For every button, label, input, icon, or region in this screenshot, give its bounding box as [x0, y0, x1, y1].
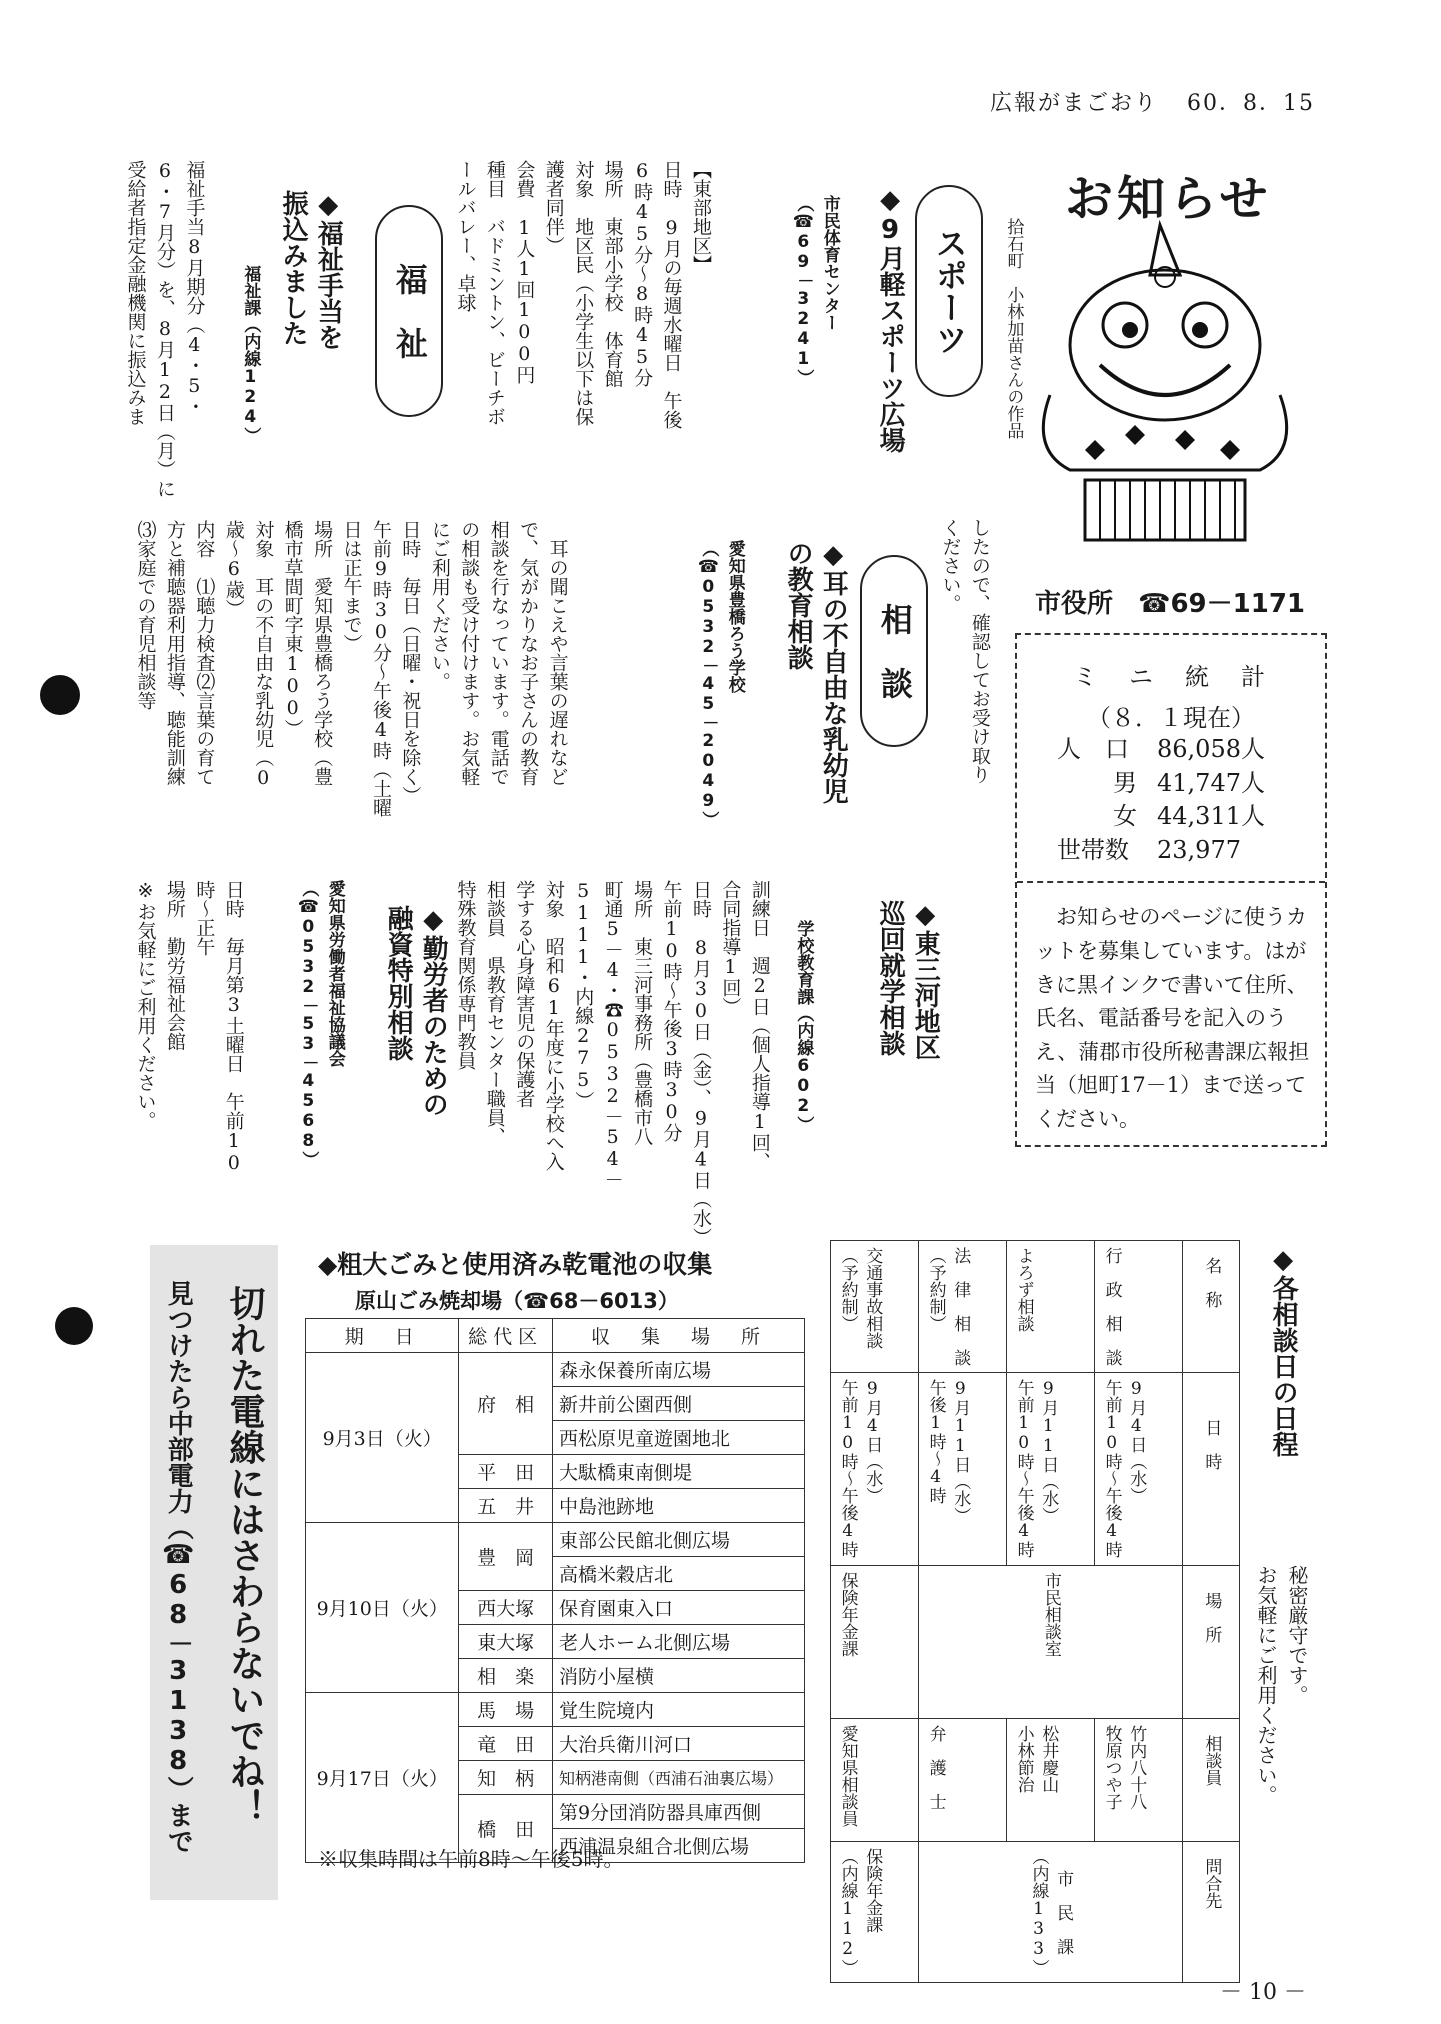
consult-category: 相 談 [860, 555, 928, 747]
table-row: 9月10日（火） 豊 岡 東部公民館北側広場 [306, 1523, 805, 1557]
col-date: 期 日 [306, 1319, 459, 1353]
consult-dept: 愛知県豊橋ろう学校 （☎0532－45－2049） [698, 540, 745, 828]
table-row: 東大塚 老人ホーム北側広場 [306, 1625, 805, 1659]
table-row: 西大塚 保育園東入口 [306, 1591, 805, 1625]
table-row: 西浦温泉組合北側広場 [306, 1829, 805, 1863]
power-line-contact: 見つけたら中部電力（☎68－3138）まで [163, 1280, 194, 1854]
table-row: 9月3日（火） 府 相 森永保養所南広場 [306, 1353, 805, 1387]
consult-schedule-table [830, 1240, 1240, 1983]
table-row: 愛知県相談員 弁 護 士 松井慶山 小林節治 竹内八十八 牧原つや子 相談員 [831, 1719, 1240, 1842]
header-name: 名 称 [1201, 1257, 1222, 1308]
kinrou-body: 日時 毎月第3土曜日 午前10 時～正午 場所 勤労福祉会館 ※お気軽にご利用ください。 [134, 880, 245, 1174]
table-row: 相 楽 消防小屋横 [306, 1659, 805, 1693]
binder-hole-bottom [55, 1307, 93, 1345]
mini-stats-box [1015, 633, 1327, 1147]
table-header-row [306, 1319, 805, 1353]
higashi-mikawa-body: 訓練日 週2日（個人指導1回、 合同指導1回） 日時 8月30日（金）、9月4日（水） 午前10時～午後3時30分 場所 東三河事務所（豊橋市八 町通5－4・☎0532－54－ 5111・内線275） 対象 昭和61年度に小学校へ入 学する心身障害児の保護者 相談員 県教育センター職員、 特殊教育関係専門教員 [454, 880, 771, 1247]
publication-name: 広報がまごおり [990, 91, 1159, 116]
table-row: 高橋米穀店北 [306, 1557, 805, 1591]
consult-body: 耳の聞こえや言葉の遅れなど で、気がかりなお子さんの教育 相談を行なっています。電話で の相談も受け付けます。お気軽 にご利用ください。 日時 毎日（日曜・祝日を除く） 午前9時30分～午後4時（土曜 日は正午まで） 場所 愛知県豊橋ろう学校（豊 橋市草間町字東100） 対象 耳の不自由な乳幼児（0 歳～6歳） 内容 ⑴聴力検査⑵言葉の育て 方と補聴器利用指導、聴能訓練 ⑶家庭での育児相談等 [134, 520, 569, 817]
stat-row: 世帯数 23,977 [1057, 835, 1241, 864]
welfare-dept: 福祉課（内線124） [240, 265, 261, 444]
schedule-note: 秘密厳守です。 お気軽にご利用ください。 [1254, 1565, 1309, 1805]
page-number: － 10 － [1220, 1980, 1306, 2005]
mini-stats-title: ミ ニ 統 計 [1073, 663, 1269, 691]
higashi-mikawa-dept: 学校教育課（内線602） [793, 920, 814, 1133]
city-hall-label: 市役所 [1035, 589, 1114, 619]
welfare-title: ◆福祉手当を 振込みました [278, 190, 344, 350]
table-row: 9月4日（水） 午前10時～午後4時 9月11日（水） 午後1時～4時 9月11日（水） 午前10時～午後4時 9月4日（水） 午前10時～午後4時 日 時 [831, 1373, 1240, 1566]
mascot-illustration [1030, 215, 1300, 550]
header-place: 場 所 [1201, 1592, 1222, 1643]
higashi-mikawa-title: ◆東三河地区 巡回就学相談 [875, 900, 941, 1060]
binder-hole-top [40, 675, 80, 715]
table-row: 竜 田 大治兵衛川河口 [306, 1727, 805, 1761]
power-line-warning-box [150, 1245, 278, 1900]
col-name-law: 法 律 相 談 （予約制） [925, 1247, 971, 1366]
welfare-category: 福 祉 [375, 205, 443, 417]
kinrou-title: ◆勤労者のための 融資特別相談 [383, 905, 449, 1117]
kinrou-dept: 愛知県労働者福祉協議会 （☎0532－53－4568） [298, 880, 345, 1168]
welfare-body: 福祉手当8月期分（4・5・ 6・7月分）を、8月12日（月）に 受給者指定金融機関に振込みま [124, 160, 206, 498]
sports-body: 【東部地区】 日時 9月の毎週水曜日 午後 6時45分～8時45分 場所 東部小学校 体育館 対象 地区民（小学生以下は保 護者同伴） 会費 1人1回100円 種目 バドミントン、ビーチボ ールバレー、卓球 [454, 160, 712, 429]
col-name-traffic: 交通事故相談 （予約制） [837, 1247, 883, 1349]
issue-date: 60．8．15 [1187, 91, 1316, 116]
page-header [990, 86, 1315, 117]
table-row: 保険年金課 市民相談室 場 所 [831, 1566, 1240, 1719]
header-staff: 相談員 [1201, 1735, 1222, 1786]
notice-title: お知らせ [1065, 171, 1272, 227]
sports-category: スポーツ [915, 185, 983, 397]
col-place: 収 集 場 所 [552, 1319, 804, 1353]
sports-dept: 市民体育センター （☎69－3241） [793, 195, 840, 386]
garbage-subtitle: 原山ごみ焼却場（☎68－6013） [355, 1289, 679, 1313]
table-row: 平 田 大駄橋東南側堤 [306, 1455, 805, 1489]
stat-row: 男 41,747人 [1113, 768, 1265, 797]
table-row: 新井前公園西側 [306, 1387, 805, 1421]
illustration-credit: 拾石町 小林加苗さんの作品 [1003, 218, 1024, 439]
city-hall-tel: ☎69－1171 [1138, 589, 1306, 619]
table-row: 西松原児童遊園地北 [306, 1421, 805, 1455]
power-line-warning: 切れた電線にはさわらないでね！ [224, 1285, 265, 1825]
table-row: 橋 田 第9分団消防器具庫西側 [306, 1795, 805, 1829]
col-name-gyosei: 行 政 相 談 [1101, 1247, 1122, 1366]
sports-title: ◆9月軽スポーツ広場 [875, 185, 906, 453]
cut-request-text: お知らせのページに使うカットを募集しています。はがきに黒インクで書いて住所、氏名、電話番号を記入のうえ、蒲郡市役所秘書課広報担当（旭町17－1）まで送ってください。 [1017, 881, 1325, 1136]
table-row [831, 1241, 1240, 1373]
garbage-note: ※収集時間は午前8時～午後5時。 [318, 1847, 624, 1871]
table-row: 保険年金課 （内線112） 市 民 課 （内線133） 問合先 [831, 1842, 1240, 1983]
table-row: 五 井 中島池跡地 [306, 1489, 805, 1523]
garbage-title: ◆粗大ごみと使用済み乾電池の収集 [318, 1250, 713, 1279]
header-time: 日 時 [1201, 1419, 1222, 1470]
garbage-schedule-table [305, 1318, 805, 1863]
table-row: 9月17日（火） 馬 場 覚生院境内 [306, 1693, 805, 1727]
schedule-title: ◆各相談日の日程 [1268, 1245, 1299, 1457]
mini-stats-asof: （８．１現在） [1087, 704, 1255, 732]
city-hall-contact [1035, 583, 1305, 620]
stat-row: 女 44,311人 [1113, 802, 1265, 831]
welfare-continued-text: したので、確認してお受け取り ください。 [939, 518, 991, 784]
col-district: 総代区 [459, 1319, 553, 1353]
stat-row: 人 口 86,058人 [1057, 735, 1265, 763]
col-name-yorozu: よろず相談 [1013, 1247, 1034, 1332]
table-row: 知 柄 知柄港南側（西浦石油裏広場） [306, 1761, 805, 1795]
header-contact: 問合先 [1201, 1858, 1222, 1909]
mini-stats-rows [1057, 733, 1325, 867]
consult-title: ◆耳の不自由な乳幼児 の教育相談 [783, 540, 849, 804]
